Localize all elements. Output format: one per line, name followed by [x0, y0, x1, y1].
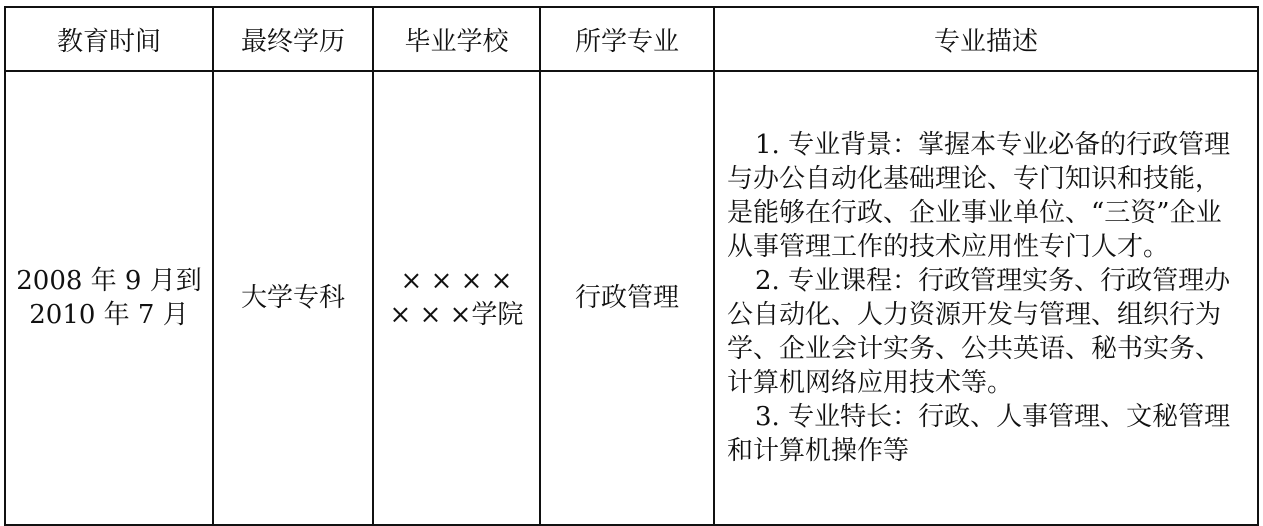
header-row — [5, 7, 1258, 71]
degree-cell: 大学专科 — [213, 71, 373, 525]
education-time-end: 2010 年 7 月 — [29, 300, 189, 330]
school-name-line1: × × × × — [400, 266, 513, 296]
header-final-degree: 最终学历 — [213, 7, 373, 71]
header-major-description: 专业描述 — [714, 7, 1258, 71]
school-name-line2: × × ×学院 — [389, 300, 524, 330]
description-strengths: 3. 专业特长：行政、人事管理、文秘管理和计算机操作等 — [727, 402, 1231, 466]
table-row — [5, 71, 1258, 525]
header-school: 毕业学校 — [373, 7, 540, 71]
description-courses: 2. 专业课程：行政管理实务、行政管理办公自动化、人力资源开发与管理、组织行为学、企业会计实务、公共英语、秘书实务、计算机网络应用技术等。 — [727, 266, 1231, 398]
education-time-cell — [5, 71, 213, 525]
major-cell: 行政管理 — [540, 71, 714, 525]
description-background: 1. 专业背景：掌握本专业必备的行政管理与办公自动化基础理论、专门知识和技能，是能够在行政、企业事业单位、“三资”企业从事管理工作的技术应用性专门人才。 — [727, 130, 1231, 262]
header-major: 所学专业 — [540, 7, 714, 71]
header-education-time: 教育时间 — [5, 7, 213, 71]
description-cell — [714, 71, 1258, 525]
school-cell — [373, 71, 540, 525]
education-table — [4, 6, 1259, 526]
education-time-start: 2008 年 9 月到 — [16, 266, 202, 296]
